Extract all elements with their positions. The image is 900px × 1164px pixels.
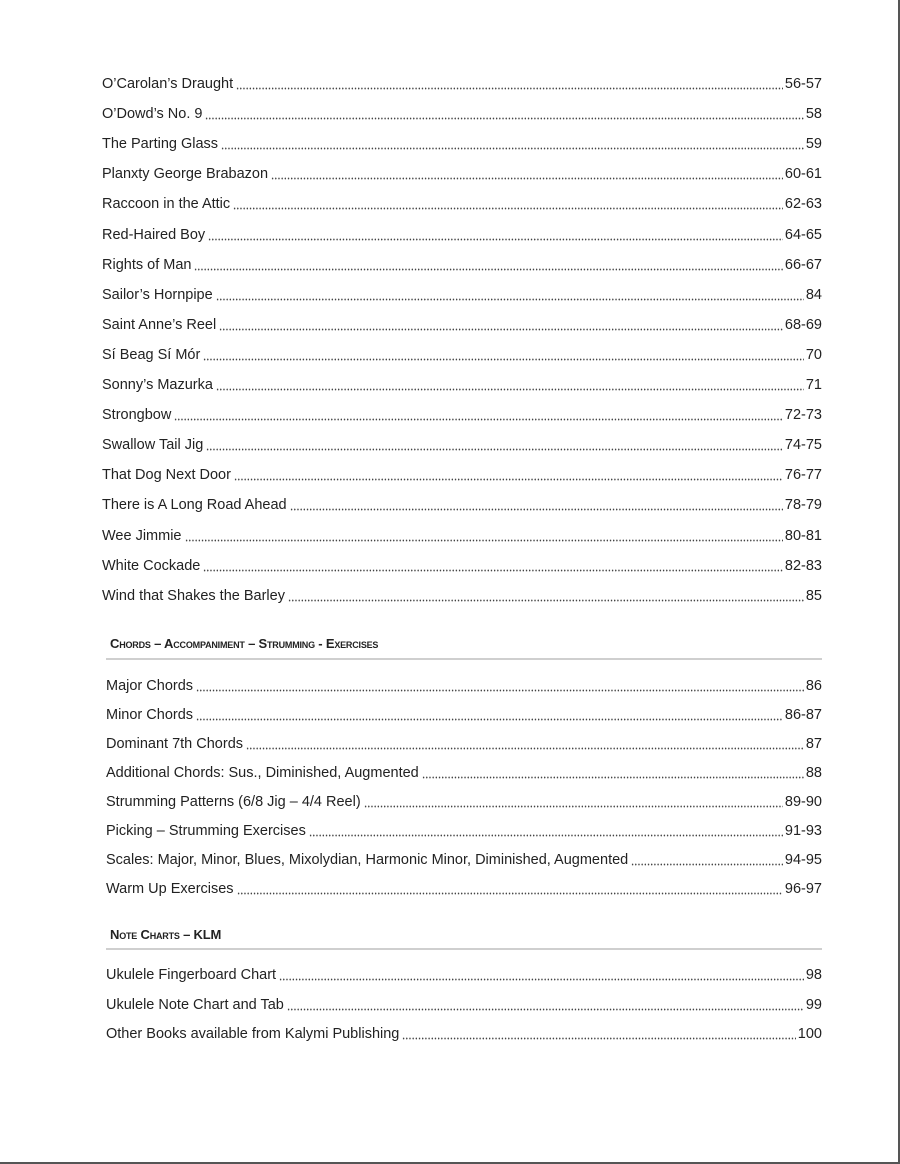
toc-entry-page-number: 80-81 bbox=[784, 527, 822, 544]
dot-leader bbox=[219, 317, 783, 331]
toc-entry-title: Other Books available from Kalymi Publishing bbox=[106, 1026, 400, 1042]
toc-entry-title: Planxty George Brabazon bbox=[102, 166, 269, 183]
toc-entry bbox=[102, 161, 822, 183]
dot-leader bbox=[174, 407, 783, 421]
toc-entry bbox=[106, 847, 822, 869]
toc-entry-page-number: 87 bbox=[805, 736, 822, 752]
dot-leader bbox=[309, 823, 783, 837]
toc-entry bbox=[106, 789, 822, 811]
dot-leader bbox=[196, 707, 783, 721]
toc-entry bbox=[106, 702, 822, 724]
toc-entry-title: There is A Long Road Ahead bbox=[102, 497, 287, 514]
toc-entry bbox=[102, 101, 822, 123]
toc-entry-title: Additional Chords: Sus., Diminished, Augmented bbox=[106, 765, 419, 781]
toc-entry-title: That Dog Next Door bbox=[102, 467, 231, 484]
dot-leader bbox=[237, 881, 783, 895]
toc-entry-page-number: 85 bbox=[805, 587, 822, 604]
toc-entry bbox=[102, 222, 822, 244]
dot-leader bbox=[208, 227, 783, 241]
toc-entry bbox=[102, 492, 822, 514]
toc-entry-page-number: 56-57 bbox=[784, 76, 822, 92]
toc-entry-page-number: 100 bbox=[797, 1026, 822, 1042]
toc-entry-title: O’Carolan’s Draught bbox=[102, 76, 234, 92]
toc-entry-page-number: 59 bbox=[805, 136, 822, 153]
toc-entry-title: Wee Jimmie bbox=[102, 527, 182, 544]
toc-entry-title: Major Chords bbox=[106, 678, 194, 694]
toc-entry-title: Ukulele Note Chart and Tab bbox=[106, 996, 284, 1013]
toc-entry-page-number: 78-79 bbox=[784, 497, 822, 514]
toc-entry bbox=[106, 760, 822, 782]
toc-entry bbox=[102, 432, 822, 454]
toc-entry-page-number: 64-65 bbox=[784, 226, 822, 243]
toc-entry bbox=[102, 342, 822, 364]
toc-entry-page-number: 86-87 bbox=[784, 707, 822, 723]
toc-entry-title: Sailor’s Hornpipe bbox=[102, 286, 213, 303]
dot-leader bbox=[196, 678, 804, 692]
toc-entry-page-number: 62-63 bbox=[784, 196, 822, 213]
toc-entry-page-number: 74-75 bbox=[784, 437, 822, 454]
toc-entry-title: Strongbow bbox=[102, 407, 172, 424]
section-heading-note-charts: Note Charts – KLM bbox=[110, 927, 222, 942]
toc-entry-page-number: 99 bbox=[805, 996, 822, 1013]
toc-entry-page-number: 76-77 bbox=[784, 467, 822, 484]
dot-leader bbox=[221, 136, 804, 150]
toc-entry-page-number: 91-93 bbox=[784, 823, 822, 839]
toc-entry-title: Minor Chords bbox=[106, 707, 194, 723]
toc-entry bbox=[102, 312, 822, 334]
toc-entry-title: Red-Haired Boy bbox=[102, 226, 206, 243]
toc-entry bbox=[102, 402, 822, 424]
toc-entry bbox=[102, 583, 822, 605]
toc-entry-page-number: 71 bbox=[805, 377, 822, 393]
toc-entry bbox=[106, 818, 822, 840]
toc-entry bbox=[102, 191, 822, 213]
section-rule-chords bbox=[106, 658, 822, 660]
dot-leader bbox=[206, 437, 783, 451]
toc-entry-page-number: 96-97 bbox=[784, 881, 822, 897]
dot-leader bbox=[205, 106, 803, 120]
toc-entry-page-number: 68-69 bbox=[784, 316, 822, 333]
toc-entry-title: Swallow Tail Jig bbox=[102, 437, 204, 454]
dot-leader bbox=[290, 497, 783, 511]
toc-entry bbox=[106, 992, 822, 1014]
toc-entry bbox=[102, 523, 822, 545]
dot-leader bbox=[422, 765, 804, 779]
toc-entry bbox=[102, 462, 822, 484]
toc-entry-title: Scales: Major, Minor, Blues, Mixolydian, Harmonic Minor, Diminished, Augmented bbox=[106, 852, 629, 868]
dot-leader bbox=[364, 794, 783, 808]
section-rule-note-charts bbox=[106, 948, 822, 950]
toc-entry-page-number: 60-61 bbox=[784, 166, 822, 183]
toc-entry bbox=[106, 731, 822, 753]
toc-entry-page-number: 66-67 bbox=[784, 256, 822, 273]
toc-entry-page-number: 86 bbox=[805, 678, 822, 694]
toc-entry-title: Ukulele Fingerboard Chart bbox=[106, 967, 277, 983]
toc-entry-title: Picking – Strumming Exercises bbox=[106, 823, 306, 839]
dot-leader bbox=[216, 377, 804, 391]
toc-entry-page-number: 94-95 bbox=[784, 852, 822, 868]
toc-entry-title: O’Dowd’s No. 9 bbox=[102, 106, 203, 123]
toc-entry-title: Rights of Man bbox=[102, 256, 192, 273]
toc-entry bbox=[106, 673, 822, 695]
section-heading-chords: Chords – Accompaniment – Strumming - Exercises bbox=[110, 636, 379, 651]
dot-leader bbox=[236, 76, 783, 90]
toc-entry-page-number: 70 bbox=[805, 346, 822, 363]
dot-leader bbox=[216, 287, 804, 301]
toc-entry bbox=[102, 252, 822, 274]
toc-entry bbox=[106, 876, 822, 898]
dot-leader bbox=[185, 528, 783, 542]
toc-entry-page-number: 98 bbox=[805, 967, 822, 983]
toc-entry-title: The Parting Glass bbox=[102, 136, 219, 153]
dot-leader bbox=[631, 852, 783, 866]
toc-entry-title: Wind that Shakes the Barley bbox=[102, 587, 285, 604]
toc-entry-title: Warm Up Exercises bbox=[106, 881, 234, 897]
dot-leader bbox=[287, 997, 804, 1011]
toc-entry bbox=[102, 372, 822, 394]
dot-leader bbox=[288, 588, 804, 602]
toc-entry bbox=[102, 282, 822, 304]
toc-entry-page-number: 89-90 bbox=[784, 794, 822, 810]
toc-entry-page-number: 88 bbox=[805, 765, 822, 781]
dot-leader bbox=[233, 196, 783, 210]
toc-entry-page-number: 72-73 bbox=[784, 407, 822, 424]
dot-leader bbox=[194, 257, 782, 271]
toc-entry-title: Dominant 7th Chords bbox=[106, 736, 244, 752]
dot-leader bbox=[246, 736, 804, 750]
toc-entry bbox=[102, 553, 822, 575]
toc-entry-page-number: 82-83 bbox=[784, 557, 822, 574]
toc-entry-title: Raccoon in the Attic bbox=[102, 196, 231, 213]
toc-entry-page-number: 58 bbox=[805, 106, 822, 123]
dot-leader bbox=[203, 347, 804, 361]
dot-leader bbox=[203, 558, 783, 572]
dot-leader bbox=[271, 166, 783, 180]
toc-entry-title: Strumming Patterns (6/8 Jig – 4/4 Reel) bbox=[106, 794, 361, 810]
toc-entry bbox=[102, 71, 822, 93]
toc-entry-title: Sí Beag Sí Mór bbox=[102, 346, 201, 363]
dot-leader bbox=[234, 467, 783, 481]
toc-entry-title: White Cockade bbox=[102, 557, 201, 574]
toc-entry bbox=[106, 1021, 822, 1043]
toc-entry-title: Sonny’s Mazurka bbox=[102, 377, 213, 393]
toc-entry-title: Saint Anne’s Reel bbox=[102, 316, 217, 333]
toc-entry-page-number: 84 bbox=[805, 286, 822, 303]
toc-entry bbox=[102, 131, 822, 153]
toc-entry bbox=[106, 962, 822, 984]
dot-leader bbox=[402, 1026, 795, 1040]
dot-leader bbox=[279, 967, 804, 981]
